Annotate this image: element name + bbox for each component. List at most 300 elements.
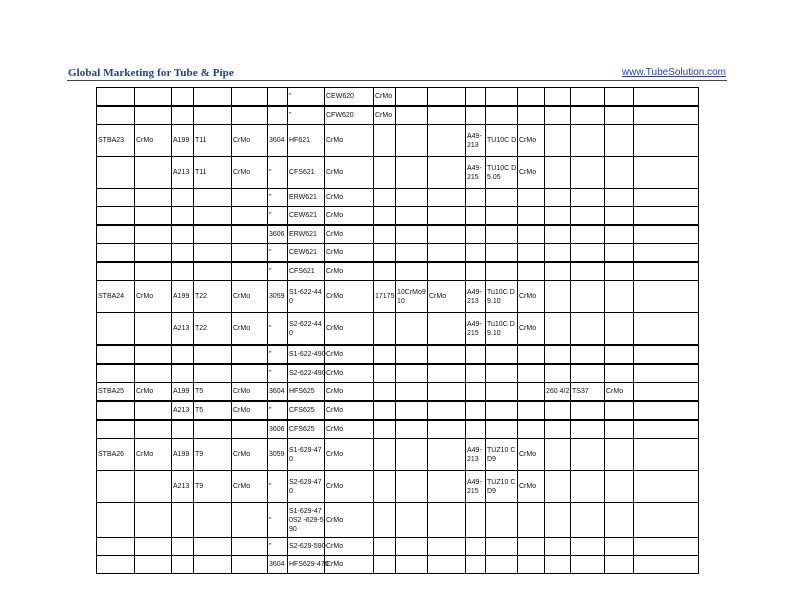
table-cell bbox=[571, 189, 605, 207]
table-cell: CFS625 bbox=[288, 420, 325, 439]
table-cell bbox=[396, 313, 428, 346]
table-cell: S1-622-440 bbox=[288, 281, 325, 313]
table-cell bbox=[172, 189, 194, 207]
table-cell: CrMo bbox=[325, 364, 374, 383]
table-cell bbox=[466, 401, 486, 420]
table-cell: CrMo bbox=[325, 262, 374, 281]
table-cell bbox=[605, 345, 634, 364]
table-cell bbox=[396, 106, 428, 125]
table-cell: " bbox=[268, 207, 288, 226]
table-cell bbox=[374, 538, 396, 556]
table-cell bbox=[194, 207, 232, 226]
table-cell bbox=[374, 420, 396, 439]
table-cell bbox=[97, 225, 135, 244]
table-cell bbox=[97, 364, 135, 383]
table-cell: CrMo bbox=[232, 471, 268, 503]
document-title: Global Marketing for Tube & Pipe bbox=[68, 67, 234, 79]
table-cell bbox=[605, 439, 634, 471]
table-cell: TUZ10 CD9 bbox=[486, 439, 518, 471]
table-cell bbox=[428, 225, 466, 244]
table-cell bbox=[172, 503, 194, 538]
table-cell bbox=[396, 125, 428, 157]
table-cell bbox=[545, 125, 571, 157]
table-cell bbox=[396, 88, 428, 107]
table-cell bbox=[428, 471, 466, 503]
table-cell bbox=[466, 106, 486, 125]
table-cell bbox=[374, 125, 396, 157]
table-cell bbox=[486, 503, 518, 538]
table-cell bbox=[605, 364, 634, 383]
table-cell: A49-215 bbox=[466, 157, 486, 189]
table-cell bbox=[172, 538, 194, 556]
table-cell bbox=[486, 538, 518, 556]
table-cell bbox=[545, 262, 571, 281]
table-cell bbox=[634, 106, 699, 125]
table-cell bbox=[634, 538, 699, 556]
table-cell bbox=[571, 106, 605, 125]
table-cell: HF621 bbox=[288, 125, 325, 157]
table-cell: CrMo bbox=[518, 125, 545, 157]
table-row bbox=[97, 281, 699, 313]
table-cell: S1-629-470S2 -629-590 bbox=[288, 503, 325, 538]
table-cell bbox=[545, 189, 571, 207]
table-row bbox=[97, 345, 699, 364]
table-cell: HFS629-470 bbox=[288, 556, 325, 574]
table-cell bbox=[172, 364, 194, 383]
table-cell bbox=[605, 88, 634, 107]
table-cell bbox=[428, 125, 466, 157]
table-cell: CrMo bbox=[325, 207, 374, 226]
table-cell: T22 bbox=[194, 313, 232, 346]
table-cell: S2-629-590 bbox=[288, 538, 325, 556]
table-cell: 10CrMo910 bbox=[396, 281, 428, 313]
table-cell bbox=[428, 556, 466, 574]
table-cell: " bbox=[268, 313, 288, 346]
table-cell bbox=[172, 262, 194, 281]
table-cell bbox=[486, 88, 518, 107]
steel-grade-cross-reference-table bbox=[96, 87, 699, 574]
table-cell: CrMo bbox=[325, 157, 374, 189]
table-cell: A49-213 bbox=[466, 281, 486, 313]
table-cell bbox=[466, 88, 486, 107]
table-cell bbox=[135, 503, 172, 538]
table-cell bbox=[232, 244, 268, 263]
table-cell bbox=[374, 471, 396, 503]
table-cell bbox=[194, 106, 232, 125]
table-cell bbox=[396, 189, 428, 207]
table-cell bbox=[605, 471, 634, 503]
table-row bbox=[97, 189, 699, 207]
table-cell bbox=[466, 364, 486, 383]
table-cell: CrMo bbox=[232, 313, 268, 346]
table-cell bbox=[428, 538, 466, 556]
table-cell bbox=[374, 244, 396, 263]
table-cell: " bbox=[268, 503, 288, 538]
table-cell: TUZ10 CD9 bbox=[486, 471, 518, 503]
table-cell bbox=[571, 439, 605, 471]
table-cell bbox=[232, 503, 268, 538]
table-cell: " bbox=[268, 244, 288, 263]
table-cell bbox=[135, 401, 172, 420]
table-cell: A213 bbox=[172, 471, 194, 503]
table-cell bbox=[634, 503, 699, 538]
table-cell: CEW621 bbox=[288, 244, 325, 263]
header-divider bbox=[67, 80, 727, 81]
table-cell bbox=[428, 244, 466, 263]
table-cell: T5 bbox=[194, 383, 232, 402]
table-cell bbox=[605, 157, 634, 189]
table-cell: STBA24 bbox=[97, 281, 135, 313]
table-row bbox=[97, 207, 699, 226]
table-row bbox=[97, 401, 699, 420]
table-cell bbox=[97, 106, 135, 125]
table-cell: CrMo bbox=[325, 538, 374, 556]
table-cell: A199 bbox=[172, 125, 194, 157]
table-cell bbox=[571, 207, 605, 226]
table-cell: T11 bbox=[194, 157, 232, 189]
table-cell: CrMo bbox=[232, 439, 268, 471]
table-cell: 3604 bbox=[268, 125, 288, 157]
table-cell bbox=[518, 189, 545, 207]
table-row bbox=[97, 471, 699, 503]
table-cell bbox=[466, 244, 486, 263]
table-row bbox=[97, 538, 699, 556]
table-cell bbox=[194, 364, 232, 383]
table-cell bbox=[172, 207, 194, 226]
table-row bbox=[97, 244, 699, 263]
table-cell: CrMo bbox=[374, 88, 396, 107]
table-cell bbox=[634, 225, 699, 244]
table-cell bbox=[634, 420, 699, 439]
table-cell bbox=[634, 401, 699, 420]
table-cell bbox=[634, 244, 699, 263]
table-cell bbox=[396, 538, 428, 556]
table-cell bbox=[428, 262, 466, 281]
table-cell bbox=[396, 207, 428, 226]
table-cell bbox=[428, 439, 466, 471]
table-cell bbox=[466, 345, 486, 364]
table-cell bbox=[232, 364, 268, 383]
table-cell: CrMo bbox=[325, 383, 374, 402]
table-cell: Tu10C D9.10 bbox=[486, 313, 518, 346]
table-cell bbox=[396, 503, 428, 538]
table-row bbox=[97, 383, 699, 402]
table-cell bbox=[135, 244, 172, 263]
table-cell bbox=[486, 189, 518, 207]
table-cell bbox=[605, 125, 634, 157]
table-row bbox=[97, 420, 699, 439]
table-cell bbox=[486, 106, 518, 125]
table-cell bbox=[396, 383, 428, 402]
table-cell bbox=[135, 364, 172, 383]
table-cell: CFS621 bbox=[288, 262, 325, 281]
table-row bbox=[97, 157, 699, 189]
table-cell bbox=[135, 106, 172, 125]
table-cell bbox=[545, 401, 571, 420]
table-cell bbox=[232, 106, 268, 125]
table-cell: CrMo bbox=[325, 439, 374, 471]
table-cell: CFS625 bbox=[288, 401, 325, 420]
table-row bbox=[97, 503, 699, 538]
table-cell: A49-213 bbox=[466, 439, 486, 471]
table-cell bbox=[194, 262, 232, 281]
table-cell bbox=[518, 383, 545, 402]
table-cell bbox=[518, 207, 545, 226]
table-cell bbox=[571, 262, 605, 281]
table-cell bbox=[605, 262, 634, 281]
table-cell bbox=[232, 556, 268, 574]
table-cell bbox=[605, 503, 634, 538]
table-cell bbox=[135, 313, 172, 346]
table-cell: CFS621 bbox=[288, 157, 325, 189]
table-cell bbox=[374, 207, 396, 226]
table-cell bbox=[428, 313, 466, 346]
table-cell bbox=[605, 207, 634, 226]
table-cell bbox=[518, 345, 545, 364]
table-cell bbox=[135, 88, 172, 107]
table-cell: CrMo bbox=[518, 313, 545, 346]
table-cell: CrMo bbox=[232, 281, 268, 313]
table-cell bbox=[135, 471, 172, 503]
table-cell bbox=[518, 556, 545, 574]
table-cell bbox=[486, 244, 518, 263]
table-cell bbox=[545, 503, 571, 538]
table-cell bbox=[232, 538, 268, 556]
table-cell bbox=[97, 244, 135, 263]
table-cell: T9 bbox=[194, 471, 232, 503]
table-cell bbox=[605, 420, 634, 439]
table-cell bbox=[634, 383, 699, 402]
table-cell: " bbox=[268, 364, 288, 383]
table-cell: TS37 bbox=[571, 383, 605, 402]
table-cell bbox=[135, 538, 172, 556]
table-cell bbox=[605, 538, 634, 556]
table-cell bbox=[135, 345, 172, 364]
table-cell bbox=[268, 106, 288, 125]
table-cell bbox=[518, 106, 545, 125]
table-cell bbox=[374, 401, 396, 420]
table-cell bbox=[428, 420, 466, 439]
table-cell bbox=[97, 313, 135, 346]
table-cell bbox=[135, 207, 172, 226]
table-cell bbox=[605, 244, 634, 263]
table-cell: CrMo bbox=[325, 313, 374, 346]
table-cell: S1-622-490 bbox=[288, 345, 325, 364]
table-cell bbox=[135, 556, 172, 574]
table-cell bbox=[486, 225, 518, 244]
table-cell bbox=[194, 345, 232, 364]
table-cell: CrMo bbox=[325, 401, 374, 420]
table-cell bbox=[172, 420, 194, 439]
table-row bbox=[97, 106, 699, 125]
table-cell bbox=[374, 225, 396, 244]
table-cell: CrMo bbox=[232, 157, 268, 189]
table-cell: " bbox=[268, 262, 288, 281]
table-cell bbox=[466, 262, 486, 281]
table-cell: S2-622-490 bbox=[288, 364, 325, 383]
table-cell bbox=[396, 244, 428, 263]
table-cell bbox=[97, 471, 135, 503]
table-cell: CrMo bbox=[374, 106, 396, 125]
table-cell: CrMo bbox=[325, 281, 374, 313]
table-cell: T9 bbox=[194, 439, 232, 471]
table-cell bbox=[545, 106, 571, 125]
table-cell bbox=[518, 244, 545, 263]
table-cell: CrMo bbox=[232, 401, 268, 420]
table-cell bbox=[232, 345, 268, 364]
table-cell bbox=[486, 383, 518, 402]
table-cell: " bbox=[268, 471, 288, 503]
table-cell bbox=[97, 189, 135, 207]
table-cell: CrMo bbox=[325, 225, 374, 244]
table-cell bbox=[486, 364, 518, 383]
table-cell bbox=[571, 556, 605, 574]
table-cell: CrMo bbox=[325, 125, 374, 157]
table-cell bbox=[428, 88, 466, 107]
table-row bbox=[97, 364, 699, 383]
table-cell bbox=[135, 157, 172, 189]
table-cell: STBA25 bbox=[97, 383, 135, 402]
table-cell bbox=[97, 538, 135, 556]
table-cell: A49-215 bbox=[466, 471, 486, 503]
table-cell: 3604 bbox=[268, 383, 288, 402]
table-cell bbox=[486, 262, 518, 281]
table-cell bbox=[172, 225, 194, 244]
table-cell: CFW620 bbox=[325, 106, 374, 125]
table-cell bbox=[571, 471, 605, 503]
table-cell: " bbox=[268, 157, 288, 189]
table-cell: CrMo bbox=[325, 471, 374, 503]
table-cell bbox=[232, 88, 268, 107]
table-cell bbox=[518, 225, 545, 244]
table-cell: A49-213 bbox=[466, 125, 486, 157]
table-cell bbox=[232, 225, 268, 244]
table-cell bbox=[634, 471, 699, 503]
table-cell bbox=[428, 189, 466, 207]
table-cell bbox=[545, 345, 571, 364]
table-cell bbox=[518, 262, 545, 281]
table-cell bbox=[571, 225, 605, 244]
table-cell bbox=[518, 88, 545, 107]
table-cell: 260 4/2 bbox=[545, 383, 571, 402]
table-cell bbox=[634, 439, 699, 471]
table-cell bbox=[374, 439, 396, 471]
table-cell bbox=[545, 157, 571, 189]
table-cell bbox=[396, 157, 428, 189]
table-cell bbox=[486, 207, 518, 226]
table-cell: ERW621 bbox=[288, 189, 325, 207]
table-cell bbox=[428, 345, 466, 364]
table-cell: " bbox=[268, 345, 288, 364]
table-cell: CrMo bbox=[135, 125, 172, 157]
table-cell: " bbox=[268, 401, 288, 420]
table-cell bbox=[194, 189, 232, 207]
table-cell: CrMo bbox=[518, 157, 545, 189]
table-cell bbox=[545, 439, 571, 471]
table-cell bbox=[486, 401, 518, 420]
table-cell bbox=[545, 556, 571, 574]
table-cell bbox=[396, 471, 428, 503]
table-cell bbox=[571, 420, 605, 439]
table-cell bbox=[396, 439, 428, 471]
table-cell bbox=[545, 313, 571, 346]
table-cell bbox=[172, 345, 194, 364]
table-cell bbox=[396, 401, 428, 420]
table-cell bbox=[232, 207, 268, 226]
table-cell bbox=[194, 556, 232, 574]
table-cell: CrMo bbox=[428, 281, 466, 313]
website-link[interactable]: www.TubeSolution.com bbox=[621, 67, 726, 78]
table-row bbox=[97, 313, 699, 346]
table-cell bbox=[194, 538, 232, 556]
table-cell bbox=[571, 313, 605, 346]
table-cell bbox=[571, 503, 605, 538]
table-cell: T5 bbox=[194, 401, 232, 420]
table-cell bbox=[518, 401, 545, 420]
table-cell: 3606 bbox=[268, 225, 288, 244]
table-cell bbox=[634, 88, 699, 107]
table-cell: TU10C D5.05 bbox=[486, 157, 518, 189]
table-cell bbox=[194, 225, 232, 244]
table-cell bbox=[605, 189, 634, 207]
table-cell bbox=[605, 313, 634, 346]
table-cell bbox=[97, 345, 135, 364]
table-cell bbox=[428, 503, 466, 538]
table-cell bbox=[232, 420, 268, 439]
table-cell bbox=[486, 345, 518, 364]
table-cell bbox=[571, 88, 605, 107]
table-cell bbox=[634, 364, 699, 383]
table-cell: A49-215 bbox=[466, 313, 486, 346]
table-cell bbox=[374, 262, 396, 281]
table-row bbox=[97, 556, 699, 574]
table-cell bbox=[634, 345, 699, 364]
table-cell bbox=[571, 364, 605, 383]
table-cell bbox=[374, 383, 396, 402]
table-cell bbox=[396, 345, 428, 364]
table-cell: 3606 bbox=[268, 420, 288, 439]
table-cell bbox=[232, 262, 268, 281]
table-cell bbox=[97, 157, 135, 189]
table-cell bbox=[194, 244, 232, 263]
table-cell bbox=[428, 383, 466, 402]
table-cell bbox=[172, 88, 194, 107]
table-cell: S2-629-470 bbox=[288, 471, 325, 503]
table-cell: CEW621 bbox=[288, 207, 325, 226]
table-row bbox=[97, 125, 699, 157]
table-cell bbox=[605, 556, 634, 574]
table-cell bbox=[571, 281, 605, 313]
table-cell: 3059 bbox=[268, 439, 288, 471]
table-cell bbox=[374, 157, 396, 189]
table-cell: CrMo bbox=[325, 244, 374, 263]
table-cell bbox=[571, 401, 605, 420]
table-cell bbox=[634, 262, 699, 281]
table-cell bbox=[545, 471, 571, 503]
table-cell bbox=[571, 157, 605, 189]
table-cell bbox=[97, 262, 135, 281]
table-row bbox=[97, 262, 699, 281]
table-cell: S2-622-440 bbox=[288, 313, 325, 346]
table-cell: 17175 bbox=[374, 281, 396, 313]
table-cell: CEW620 bbox=[325, 88, 374, 107]
table-cell bbox=[466, 225, 486, 244]
table-cell bbox=[486, 556, 518, 574]
table-cell bbox=[374, 313, 396, 346]
table-cell bbox=[374, 556, 396, 574]
table-cell bbox=[545, 207, 571, 226]
table-cell: T11 bbox=[194, 125, 232, 157]
